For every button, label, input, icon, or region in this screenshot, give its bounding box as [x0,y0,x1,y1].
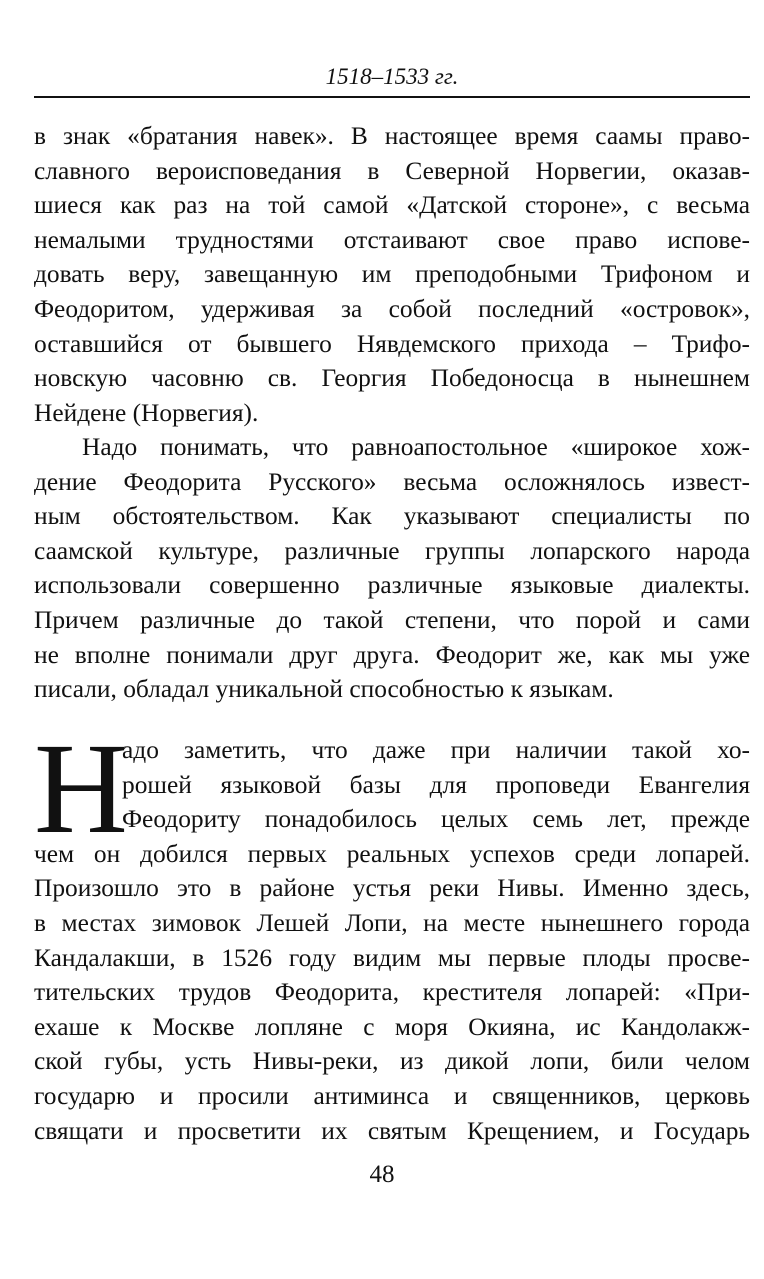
text-line: использовали совершенно различные языковые диалекты. [34,571,750,600]
paragraph [34,430,750,707]
text-line: Феодоритом, удерживая за собой последний «островок», [34,294,750,323]
text-line: свящати и просветити их святым Крещением, и Государь [34,1116,750,1145]
text-line: в местах зимовок Лешей Лопи, на месте нынешнего города [34,908,750,937]
text-line: новскую часовню св. Георгия Победоносца в нынешнем [34,364,750,393]
text-line: государю и просили антиминса и священников, церковь [34,1081,750,1110]
text-line: в знак «братания навек». В настоящее время саамы право- [34,122,750,150]
text-line: адо заметить, что даже при наличии такой хо- [122,736,750,764]
text-line: тительских трудов Феодорита, крестителя лопарей: «При- [34,978,750,1007]
text-line: дение Феодорита Русского» весьма осложнялось извест- [34,467,750,496]
text-line: оставшийся от бывшего Нявдемского прихода – Трифо- [34,329,750,358]
text-line: ской губы, усть Нивы-реки, из дикой лопи, били челом [34,1047,750,1076]
section-paragraph [34,717,750,1148]
text-line: Кандалакши, в 1526 году видим мы первые плоды просве- [34,943,750,972]
paragraph-continued [34,119,750,430]
text-line: не вполне понимали друг друга. Феодорит же, как мы уже [34,640,750,669]
page-number: 48 [369,1161,395,1188]
drop-cap: Н [34,717,128,861]
text-line: ным обстоятельством. Как указывают специалисты по [34,502,750,531]
text-line: немалыми трудностями отстаивают свое право испове- [34,225,750,254]
text-line: ехаше к Москве лопляне с моря Окияна, ис Кандолакж- [34,1012,750,1041]
text-line: Феодориту понадобилось целых семь лет, прежде [122,805,750,834]
text-line: писали, обладал уникальной способностью к языкам. [34,675,614,704]
header-rule [34,96,750,98]
text-line: Произошло это в районе устья реки Нивы. Именно здесь, [34,874,750,903]
text-line: рошей языковой базы для проповеди Евангелия [122,770,750,799]
text-line: Причем различные до такой степени, что порой и сами [34,605,750,634]
text-line: чем он добился первых реальных успехов среди лопарей. [34,839,750,868]
text-line: саамской культуре, различные группы лопарского народа [34,536,750,565]
text-line: Надо понимать, что равноапостольное «широкое хож- [82,433,750,461]
text-line: довать веру, завещанную им преподобными Трифоном и [34,260,750,289]
text-line: Нейдене (Норвегия). [34,398,259,427]
text-line: шиеся как раз на той самой «Датской стороне», с весьма [34,191,750,220]
running-head: 1518–1533 гг. [325,64,459,89]
text-line: славного вероисповедания в Северной Норвегии, оказав- [34,156,750,185]
